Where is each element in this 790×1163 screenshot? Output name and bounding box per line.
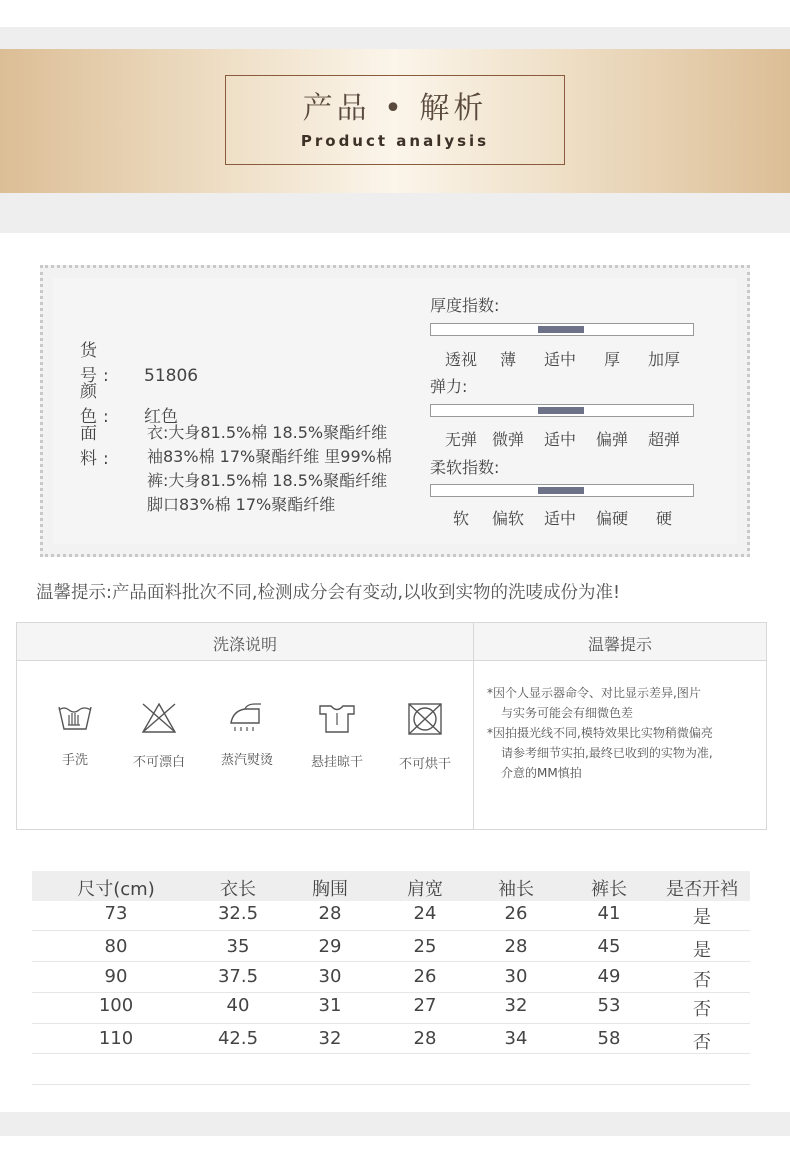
scale-marker [538, 487, 584, 494]
care-label: 不可漂白 [132, 755, 185, 770]
size-table-cell: 28 [504, 936, 528, 957]
size-table-cell: 26 [504, 903, 528, 924]
size-table-cell: 28 [318, 903, 342, 924]
scale-title: 柔软指数: [430, 458, 500, 477]
size-table-header: 是否开裆 [666, 879, 738, 900]
scale-bar [430, 404, 694, 417]
fabric-line: 袖83%棉 17%聚酯纤维 里99%棉 [147, 447, 392, 466]
size-table-cell: 29 [318, 936, 342, 957]
size-table-cell: 26 [413, 966, 437, 987]
item-number-label: 货 号: [80, 341, 115, 386]
size-table-cell: 100 [98, 995, 134, 1016]
size-table-header: 胸围 [312, 879, 348, 900]
fabric-tip: 温馨提示:产品面料批次不同,检测成分会有变动,以收到实物的洗唛成份为准! [36, 583, 621, 603]
size-table-cell: 35 [226, 936, 250, 957]
size-table-cell: 否 [693, 970, 711, 991]
scale-option-label: 偏弹 [595, 430, 628, 449]
care-item-no-bleach [119, 701, 199, 770]
banner-title-cn: 产品 • 解析 [302, 91, 488, 126]
care-label: 悬挂晾干 [310, 755, 363, 770]
size-table-cell: 32 [504, 995, 528, 1016]
care-label: 蒸汽熨烫 [220, 753, 273, 768]
size-table-cell: 53 [597, 995, 621, 1016]
item-number-value: 51806 [144, 366, 199, 386]
size-table-cell: 73 [104, 903, 128, 924]
product-analysis-banner [0, 49, 790, 193]
scale-option-label: 适中 [543, 430, 576, 449]
care-item-hand-wash [35, 701, 115, 768]
fabric-row [80, 419, 144, 469]
scale-title: 厚度指数: [430, 296, 500, 315]
size-table-cell: 58 [597, 1028, 621, 1049]
size-table-cell: 27 [413, 995, 437, 1016]
size-table-cell: 110 [98, 1028, 134, 1049]
size-table-header: 袖长 [498, 879, 534, 900]
size-table-cell: 否 [693, 1032, 711, 1053]
size-table-cell: 41 [597, 903, 621, 924]
size-table-cell: 32 [318, 1028, 342, 1049]
care-note-line: *因拍摄光线不同,模特效果比实物稍微偏亮 [487, 726, 713, 740]
scale-option-label: 厚 [603, 350, 620, 369]
care-item-steam-iron [207, 701, 287, 768]
care-item-hang-dry [297, 701, 377, 770]
hand-wash-icon [56, 701, 94, 733]
fabric-line: 脚口83%棉 17%聚酯纤维 [147, 495, 336, 514]
size-table-header: 肩宽 [407, 879, 443, 900]
scale-option-label: 透视 [444, 350, 477, 369]
wash-instructions-header: 洗涤说明 [212, 635, 277, 654]
size-table-cell: 90 [104, 966, 128, 987]
scale-option-label: 偏软 [491, 509, 524, 528]
color-label: 颜 色: [80, 382, 115, 427]
scale-bar [430, 484, 694, 497]
size-table-cell: 是 [693, 940, 711, 961]
size-table-row-divider [32, 1023, 750, 1024]
size-table-cell: 34 [504, 1028, 528, 1049]
care-item-no-tumble-dry [385, 701, 465, 772]
no-tumble-dry-icon [406, 701, 444, 737]
size-table-cell: 28 [413, 1028, 437, 1049]
size-table-cell: 25 [413, 936, 437, 957]
size-table-cell: 31 [318, 995, 342, 1016]
scale-option-label: 适中 [543, 509, 576, 528]
care-label: 手洗 [61, 753, 88, 768]
size-table-cell: 是 [693, 907, 711, 928]
hang-dry-icon [317, 701, 357, 735]
care-note-line: 请参考细节实拍,最终已收到的实物为准, [501, 746, 713, 760]
size-table-header: 裤长 [591, 879, 627, 900]
care-note-line: 与实务可能会有细微色差 [501, 706, 634, 720]
size-table-cell: 30 [504, 966, 528, 987]
scale-bar [430, 323, 694, 336]
scale-option-label: 加厚 [647, 350, 680, 369]
size-table-cell: 37.5 [217, 966, 259, 987]
scale-option-label: 薄 [499, 350, 516, 369]
size-table-cell: 40 [226, 995, 250, 1016]
care-notes-header: 温馨提示 [587, 635, 652, 654]
size-table-header: 衣长 [220, 879, 256, 900]
size-table-header: 尺寸(cm) [77, 879, 155, 900]
fabric-line: 衣:大身81.5%棉 18.5%聚酯纤维 [147, 423, 388, 442]
banner-bottom-strip [0, 193, 790, 233]
care-note-line: *因个人显示器命令、对比显示差异,图片 [487, 686, 701, 700]
size-table-row-divider [32, 1084, 750, 1085]
bottom-strip [0, 1112, 790, 1136]
scale-option-label: 无弹 [444, 430, 477, 449]
size-table-row-divider [32, 961, 750, 962]
top-strip [0, 27, 790, 49]
care-note-line: 介意的MM慎拍 [501, 766, 582, 780]
scale-option-label: 微弹 [491, 430, 524, 449]
size-table-cell: 80 [104, 936, 128, 957]
size-table-cell: 32.5 [217, 903, 259, 924]
scale-option-label: 软 [452, 509, 469, 528]
scale-option-label: 硬 [655, 509, 672, 528]
no-bleach-icon [140, 701, 178, 735]
size-table-row-divider [32, 1053, 750, 1054]
scale-marker [538, 407, 584, 414]
scale-option-label: 偏硬 [595, 509, 628, 528]
care-section [16, 622, 767, 830]
size-table-cell: 30 [318, 966, 342, 987]
size-table-cell: 45 [597, 936, 621, 957]
scale-option-label: 适中 [543, 350, 576, 369]
size-table-row-divider [32, 992, 750, 993]
scale-marker [538, 326, 584, 333]
color-value: 红色 [144, 407, 178, 427]
size-table-cell: 否 [693, 999, 711, 1020]
banner-title-en: Product analysis [300, 132, 490, 150]
size-table-row-divider [32, 930, 750, 931]
size-table-cell: 49 [597, 966, 621, 987]
scale-option-label: 超弹 [647, 430, 680, 449]
size-table-cell: 42.5 [217, 1028, 259, 1049]
care-label: 不可烘干 [398, 757, 451, 772]
scale-title: 弹力: [430, 377, 468, 396]
banner-title-box [225, 75, 565, 165]
fabric-line: 裤:大身81.5%棉 18.5%聚酯纤维 [147, 471, 388, 490]
size-table-cell: 24 [413, 903, 437, 924]
steam-iron-icon [227, 701, 267, 733]
fabric-label: 面 料: [80, 424, 115, 469]
care-notes [487, 683, 713, 783]
